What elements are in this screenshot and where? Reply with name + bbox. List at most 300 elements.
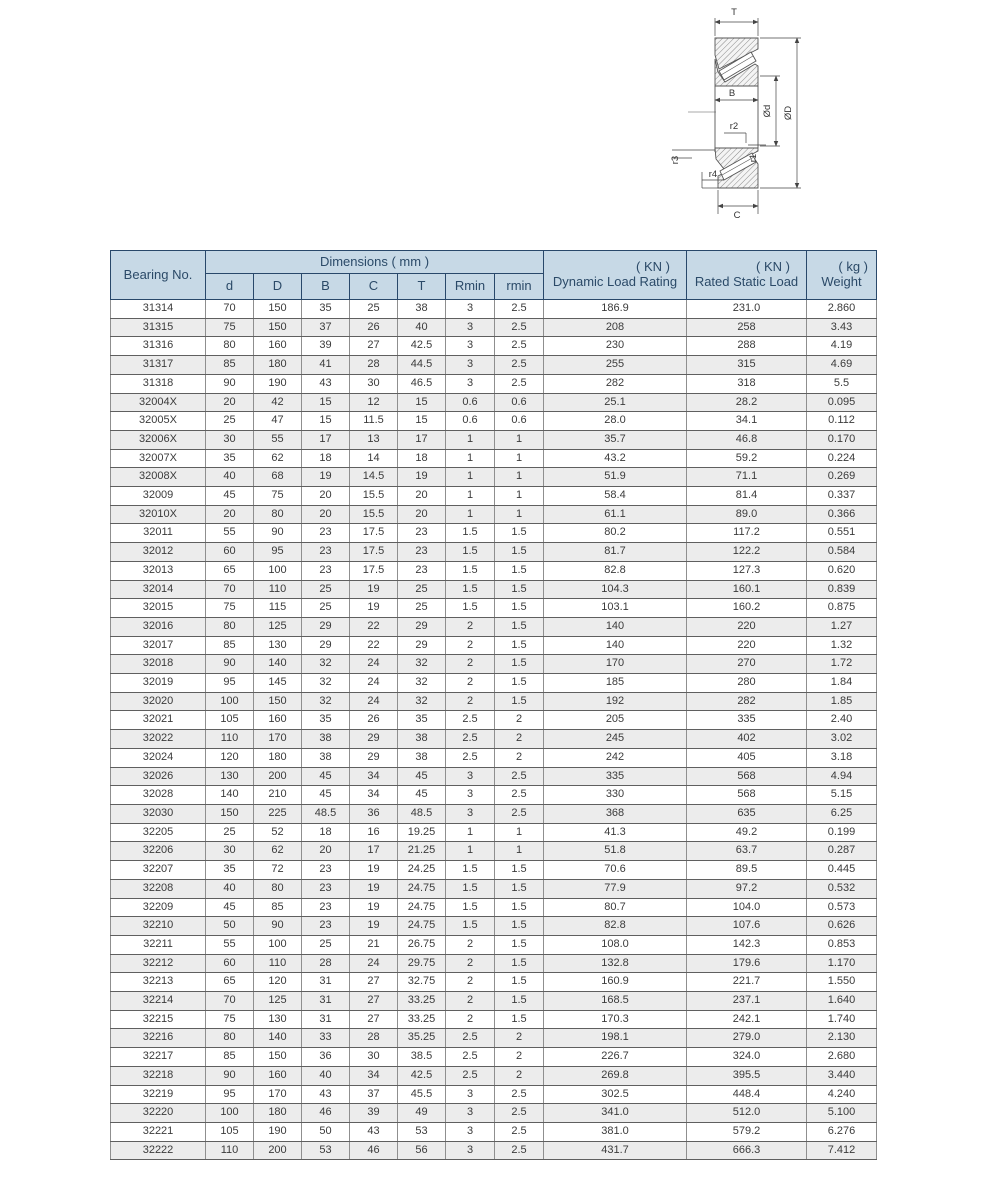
value-cell: 20 [206,393,254,412]
value-cell: 6.276 [807,1122,877,1141]
value-cell: 198.1 [544,1029,687,1048]
value-cell: 568 [687,767,807,786]
value-cell: 45 [398,767,446,786]
value-cell: 90 [254,524,302,543]
value-cell: 2 [446,674,495,693]
value-cell: 2.5 [495,804,544,823]
value-cell: 33 [302,1029,350,1048]
value-cell: 70 [206,580,254,599]
value-cell: 46 [350,1141,398,1160]
value-cell: 53 [302,1141,350,1160]
value-cell: 89.5 [687,861,807,880]
value-cell: 1.5 [446,543,495,562]
value-cell: 19 [350,917,398,936]
bearing-no-cell: 32006X [111,430,206,449]
value-cell: 29 [350,748,398,767]
bearing-no-cell: 32010X [111,505,206,524]
value-cell: 122.2 [687,543,807,562]
value-cell: 38 [398,300,446,319]
value-cell: 3 [446,300,495,319]
dim-r2 [724,133,746,143]
value-cell: 5.15 [807,786,877,805]
dim-label-r3: r3 [670,155,681,165]
table-row [111,393,877,412]
value-cell: 230 [544,337,687,356]
value-cell: 1.5 [495,674,544,693]
bearing-no-cell: 32221 [111,1122,206,1141]
value-cell: 3.43 [807,318,877,337]
value-cell: 24 [350,692,398,711]
bearing-cross-section-drawing [668,2,808,230]
value-cell: 205 [544,711,687,730]
value-cell: 35 [302,300,350,319]
value-cell: 6.25 [807,804,877,823]
value-cell: 65 [206,973,254,992]
value-cell: 60 [206,543,254,562]
bearing-no-cell: 32207 [111,861,206,880]
value-cell: 90 [254,917,302,936]
value-cell: 104.0 [687,898,807,917]
value-cell: 1 [495,449,544,468]
value-cell: 269.8 [544,1066,687,1085]
table-row [111,1029,877,1048]
value-cell: 55 [206,935,254,954]
table-row [111,935,877,954]
value-cell: 51.9 [544,468,687,487]
value-cell: 130 [254,636,302,655]
value-cell: 45 [302,786,350,805]
value-cell: 140 [254,1029,302,1048]
bearing-no-cell: 32019 [111,674,206,693]
value-cell: 25 [206,823,254,842]
value-cell: 1 [446,823,495,842]
value-cell: 55 [254,430,302,449]
value-cell: 0.6 [446,412,495,431]
value-cell: 29 [350,730,398,749]
value-cell: 24.75 [398,898,446,917]
bearing-no-cell: 31315 [111,318,206,337]
value-cell: 55 [206,524,254,543]
value-cell: 2.5 [495,767,544,786]
header-weight-unit: ( kg ) [838,259,868,275]
table-row [111,617,877,636]
value-cell: 140 [254,655,302,674]
value-cell: 341.0 [544,1104,687,1123]
header-dynamic-load-label: Dynamic Load Rating [552,274,678,289]
value-cell: 28 [350,356,398,375]
value-cell: 80 [254,505,302,524]
value-cell: 1.5 [446,580,495,599]
value-cell: 14.5 [350,468,398,487]
value-cell: 568 [687,786,807,805]
value-cell: 12 [350,393,398,412]
header-dynamic-load [544,251,687,300]
value-cell: 17.5 [350,524,398,543]
value-cell: 1.85 [807,692,877,711]
value-cell: 105 [206,711,254,730]
value-cell: 15.5 [350,487,398,506]
value-cell: 18 [398,449,446,468]
value-cell: 1.5 [446,898,495,917]
value-cell: 2.5 [446,748,495,767]
value-cell: 52 [254,823,302,842]
dim-label-outer-diameter: ØD [783,105,794,121]
value-cell: 23 [302,543,350,562]
header-dim-T: T [398,274,446,300]
header-dim-B: B [302,274,350,300]
table-row [111,730,877,749]
value-cell: 1 [495,430,544,449]
value-cell: 2.5 [446,730,495,749]
value-cell: 35.7 [544,430,687,449]
header-static-load [687,251,807,300]
value-cell: 2 [446,692,495,711]
value-cell: 56 [398,1141,446,1160]
table-row [111,861,877,880]
header-dim-D: D [254,274,302,300]
value-cell: 31 [302,973,350,992]
value-cell: 1 [495,487,544,506]
value-cell: 1 [446,430,495,449]
value-cell: 2 [495,748,544,767]
value-cell: 125 [254,617,302,636]
table-body [111,300,877,1160]
value-cell: 3.440 [807,1066,877,1085]
value-cell: 100 [254,561,302,580]
value-cell: 70 [206,300,254,319]
value-cell: 30 [350,1048,398,1067]
value-cell: 49 [398,1104,446,1123]
value-cell: 75 [206,318,254,337]
value-cell: 32 [302,674,350,693]
value-cell: 81.4 [687,487,807,506]
value-cell: 42.5 [398,337,446,356]
value-cell: 97.2 [687,879,807,898]
value-cell: 38 [302,748,350,767]
value-cell: 1 [446,505,495,524]
header-dim-C: C [350,274,398,300]
value-cell: 132.8 [544,954,687,973]
table-row [111,692,877,711]
value-cell: 120 [206,748,254,767]
value-cell: 226.7 [544,1048,687,1067]
value-cell: 29 [302,636,350,655]
value-cell: 95 [254,543,302,562]
value-cell: 21.25 [398,842,446,861]
value-cell: 51.8 [544,842,687,861]
value-cell: 1.32 [807,636,877,655]
value-cell: 170 [254,730,302,749]
table-row [111,1122,877,1141]
value-cell: 120 [254,973,302,992]
value-cell: 17.5 [350,543,398,562]
value-cell: 58.4 [544,487,687,506]
value-cell: 4.94 [807,767,877,786]
table-row [111,917,877,936]
value-cell: 62 [254,449,302,468]
value-cell: 2.5 [495,1141,544,1160]
value-cell: 0.445 [807,861,877,880]
value-cell: 1 [446,468,495,487]
value-cell: 20 [206,505,254,524]
value-cell: 140 [206,786,254,805]
value-cell: 2.5 [495,300,544,319]
value-cell: 36 [302,1048,350,1067]
value-cell: 2.5 [446,1048,495,1067]
value-cell: 2.5 [446,1029,495,1048]
value-cell: 31 [302,992,350,1011]
header-dimensions-group: Dimensions ( mm ) [206,251,544,274]
value-cell: 82.8 [544,561,687,580]
value-cell: 160 [254,1066,302,1085]
value-cell: 47 [254,412,302,431]
value-cell: 1.72 [807,655,877,674]
value-cell: 32 [398,674,446,693]
bearing-no-cell: 32216 [111,1029,206,1048]
bearing-no-cell: 32215 [111,1010,206,1029]
bearing-no-cell: 31318 [111,374,206,393]
value-cell: 2 [446,954,495,973]
value-cell: 2 [495,1066,544,1085]
value-cell: 2 [446,1010,495,1029]
value-cell: 0.6 [446,393,495,412]
value-cell: 19 [350,599,398,618]
value-cell: 0.875 [807,599,877,618]
value-cell: 45 [302,767,350,786]
value-cell: 2.5 [495,318,544,337]
bearing-no-cell: 31314 [111,300,206,319]
value-cell: 1.5 [495,917,544,936]
value-cell: 180 [254,1104,302,1123]
value-cell: 103.1 [544,599,687,618]
value-cell: 33.25 [398,992,446,1011]
value-cell: 170 [544,655,687,674]
value-cell: 62 [254,842,302,861]
value-cell: 402 [687,730,807,749]
value-cell: 160.2 [687,599,807,618]
table-row [111,524,877,543]
value-cell: 68 [254,468,302,487]
value-cell: 19 [302,468,350,487]
value-cell: 20 [302,505,350,524]
value-cell: 48.5 [398,804,446,823]
value-cell: 29 [398,617,446,636]
value-cell: 0.199 [807,823,877,842]
value-cell: 23 [398,543,446,562]
header-bearing-no: Bearing No. [111,251,206,300]
value-cell: 231.0 [687,300,807,319]
value-cell: 20 [302,842,350,861]
value-cell: 242.1 [687,1010,807,1029]
value-cell: 395.5 [687,1066,807,1085]
value-cell: 2.860 [807,300,877,319]
value-cell: 80 [254,879,302,898]
value-cell: 35 [206,449,254,468]
bearing-no-cell: 32017 [111,636,206,655]
table-row [111,879,877,898]
bearing-no-cell: 32013 [111,561,206,580]
value-cell: 71.1 [687,468,807,487]
value-cell: 130 [206,767,254,786]
value-cell: 70 [206,992,254,1011]
value-cell: 23 [302,898,350,917]
value-cell: 1 [495,823,544,842]
value-cell: 19 [350,898,398,917]
value-cell: 150 [254,1048,302,1067]
table-row [111,487,877,506]
value-cell: 22 [350,636,398,655]
value-cell: 28 [302,954,350,973]
value-cell: 2.5 [495,356,544,375]
value-cell: 2 [495,711,544,730]
value-cell: 3 [446,1141,495,1160]
value-cell: 61.1 [544,505,687,524]
value-cell: 48.5 [302,804,350,823]
value-cell: 150 [254,300,302,319]
value-cell: 59.2 [687,449,807,468]
value-cell: 36 [350,804,398,823]
value-cell: 270 [687,655,807,674]
table-row [111,992,877,1011]
value-cell: 1.5 [495,935,544,954]
value-cell: 72 [254,861,302,880]
dim-label-r4: r4 [708,169,718,180]
value-cell: 15 [398,412,446,431]
value-cell: 45 [398,786,446,805]
value-cell: 381.0 [544,1122,687,1141]
value-cell: 2 [495,1029,544,1048]
value-cell: 50 [302,1122,350,1141]
dim-label-T: T [731,7,737,18]
table-row [111,356,877,375]
value-cell: 2.5 [495,337,544,356]
dim-T [715,18,758,36]
value-cell: 185 [544,674,687,693]
bearing-no-cell: 32212 [111,954,206,973]
value-cell: 29 [398,636,446,655]
value-cell: 80 [206,337,254,356]
value-cell: 180 [254,748,302,767]
value-cell: 17 [398,430,446,449]
value-cell: 110 [254,954,302,973]
bearing-no-cell: 32030 [111,804,206,823]
value-cell: 3 [446,337,495,356]
header-dim-d: d [206,274,254,300]
value-cell: 31 [302,1010,350,1029]
value-cell: 110 [254,580,302,599]
table-row [111,374,877,393]
value-cell: 0.224 [807,449,877,468]
value-cell: 160 [254,337,302,356]
value-cell: 3 [446,374,495,393]
value-cell: 110 [206,730,254,749]
header-dim-Rmin: Rmin [446,274,495,300]
value-cell: 34 [350,786,398,805]
table-row [111,767,877,786]
value-cell: 15 [302,393,350,412]
value-cell: 3 [446,804,495,823]
value-cell: 17.5 [350,561,398,580]
value-cell: 0.112 [807,412,877,431]
bearing-no-cell: 32213 [111,973,206,992]
value-cell: 27 [350,337,398,356]
value-cell: 140 [544,636,687,655]
bearing-no-cell: 32211 [111,935,206,954]
value-cell: 23 [302,879,350,898]
value-cell: 28 [350,1029,398,1048]
value-cell: 7.412 [807,1141,877,1160]
value-cell: 34 [350,767,398,786]
value-cell: 80.2 [544,524,687,543]
value-cell: 32 [302,692,350,711]
value-cell: 38 [398,748,446,767]
value-cell: 25 [302,599,350,618]
value-cell: 37 [302,318,350,337]
value-cell: 46.8 [687,430,807,449]
value-cell: 220 [687,636,807,655]
value-cell: 192 [544,692,687,711]
value-cell: 170.3 [544,1010,687,1029]
value-cell: 225 [254,804,302,823]
value-cell: 220 [687,617,807,636]
dim-label-r2: r2 [729,121,739,132]
value-cell: 34.1 [687,412,807,431]
value-cell: 108.0 [544,935,687,954]
value-cell: 258 [687,318,807,337]
value-cell: 282 [687,692,807,711]
value-cell: 117.2 [687,524,807,543]
value-cell: 1.5 [495,580,544,599]
value-cell: 26 [350,711,398,730]
value-cell: 145 [254,674,302,693]
value-cell: 150 [254,318,302,337]
value-cell: 80 [206,1029,254,1048]
value-cell: 1.5 [495,898,544,917]
value-cell: 23 [398,524,446,543]
value-cell: 0.620 [807,561,877,580]
value-cell: 43 [302,374,350,393]
value-cell: 0.095 [807,393,877,412]
bearing-diagram [668,2,808,230]
value-cell: 1.5 [495,692,544,711]
value-cell: 1.5 [495,561,544,580]
value-cell: 2.130 [807,1029,877,1048]
value-cell: 0.170 [807,430,877,449]
value-cell: 85 [206,356,254,375]
value-cell: 39 [302,337,350,356]
value-cell: 23 [302,861,350,880]
value-cell: 1 [446,449,495,468]
value-cell: 448.4 [687,1085,807,1104]
bearing-no-cell: 32009 [111,487,206,506]
value-cell: 45.5 [398,1085,446,1104]
value-cell: 315 [687,356,807,375]
table-row [111,804,877,823]
value-cell: 15.5 [350,505,398,524]
value-cell: 30 [350,374,398,393]
header-weight-label: Weight [821,274,862,289]
value-cell: 1.5 [495,954,544,973]
bearing-no-cell: 31316 [111,337,206,356]
value-cell: 100 [206,692,254,711]
value-cell: 330 [544,786,687,805]
value-cell: 3.18 [807,748,877,767]
value-cell: 245 [544,730,687,749]
table-row [111,412,877,431]
value-cell: 1.27 [807,617,877,636]
table-row [111,300,877,319]
dim-label-r1: r1 [748,153,759,163]
